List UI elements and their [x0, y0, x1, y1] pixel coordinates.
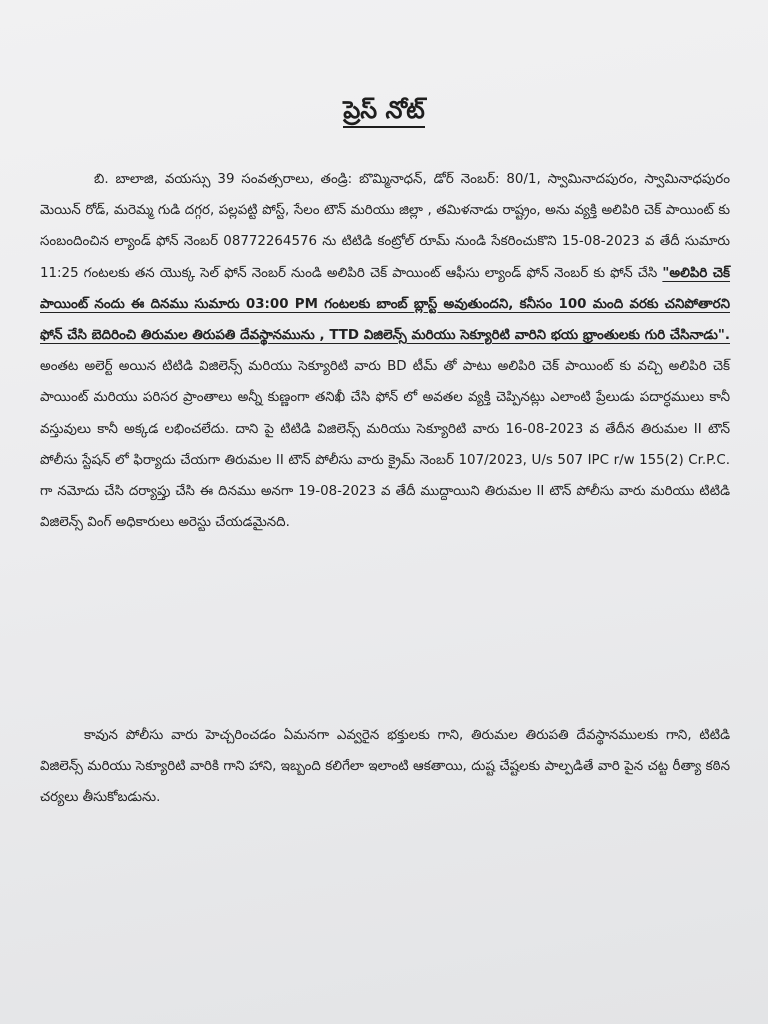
paragraph-main	[40, 164, 730, 538]
paragraph-main-intro: బి. బాలాజి, వయస్సు 39 సంవత్సరాలు, తండ్రి: బొమ్మినాధన్, డోర్ నెంబర్: 80/1, స్వామినాదపురం, స్వామినాధపురం మెయిన్ రోడ్, మరెమ్మ గుడి దగ్గర, పల్లపట్టి పోస్ట్, సేలం టౌన్ మరియు జిల్లా , తమిళనాడు రాష్ట్రం, అను వ్యక్తి అలిపిరి చెక్ పాయింట్ కు సంబందించిన ల్యాండ్ ఫోన్ నెంబర్ 08772264576 ను టిటిడి కంట్రోల్ రూమ్ నుండి సేకరించుకొని 15-08-2023 వ తేదీ సుమారు 11:25 గంటలకు తన యొక్క సెల్ ఫోన్ నెంబర్ నుండి అలిపిరి చెక్ పాయింట్ ఆఫీసు ల్యాండ్ ఫోన్ నెంబర్ కు ఫోన్ చేసి	[40, 172, 730, 281]
title-text: ప్రెస్ నోట్	[343, 96, 425, 128]
paragraph-main-continuation: అంతట అలెర్ట్ అయిన టిటిడి విజిలెన్స్ మరియు సెక్యూరిటి వారు BD టీమ్ తో పాటు అలిపిరి చెక్ పాయింట్ కు వచ్చి అలిపిరి చెక్ పాయింట్ మరియు పరిసర ప్రాంతాలు అన్నీ కుణ్ణంగా తనిఖీ చేసి ఫోన్ లో అవతల వ్యక్తి చెప్పినట్లు ఎలాంటి ప్రేలుడు పదార్ధములు కానీ వస్తువులు కానీ అక్కడ లభించలేదు. దాని పై టిటిడి విజిలెన్స్ మరియు సెక్యూరిటి వారు 16-08-2023 వ తేదీన తిరుమల II టౌన్ పోలీసు స్టేషన్ లో ఫిర్యాదు చేయగా తిరుమల II టౌన్ పోలీసు వారు క్రైమ్ నెంబర్ 107/2023, U/s 507 IPC r/w 155(2) Cr.P.C. గా నమోదు చేసి దర్యాప్తు చేసి ఈ దినము అనగా 19-08-2023 వ తేదీ ముద్దాయిని తిరుమల II టౌన్ పోలీసు వారు మరియు టిటిడి విజిలెన్స్ వింగ్ అధికారులు అరెస్టు చేయడమైనది.	[40, 359, 730, 531]
page-title	[0, 96, 768, 130]
paragraph-warning: కావున పోలీసు వారు హెచ్చరించడం ఏమనగా ఎవ్వరైన భక్తులకు గాని, తిరుమల తిరుపతి దేవస్థానములకు గాని, టిటిడి విజిలెన్స్ మరియు సెక్యూరిటి వారికి గాని హాని, ఇబ్బంది కలిగేలా ఇలాంటి ఆకతాయి, దుష్ట చేష్టలకు పాల్పడితే వారి పైన చట్ట రీత్యా కఠిన చర్యలు తీసుకోబడును.	[40, 728, 730, 806]
threat-quote-bold: "అలిపిరి చెక్ పాయింట్ నందు ఈ దినము సుమారు 03:00 PM గంటలకు బాంబ్ బ్లాస్ట్ అవుతుందని, కనీసం 100 మంది వరకు చనిపోతారని ఫోన్ చేసి బెదిరించి తిరుమల తిరుపతి దేవస్థానమును , TTD విజిలెన్స్ మరియు సెక్యూరిటి వారిని భయ భ్రాంతులకు గురి చేసినాడు".	[40, 265, 731, 344]
